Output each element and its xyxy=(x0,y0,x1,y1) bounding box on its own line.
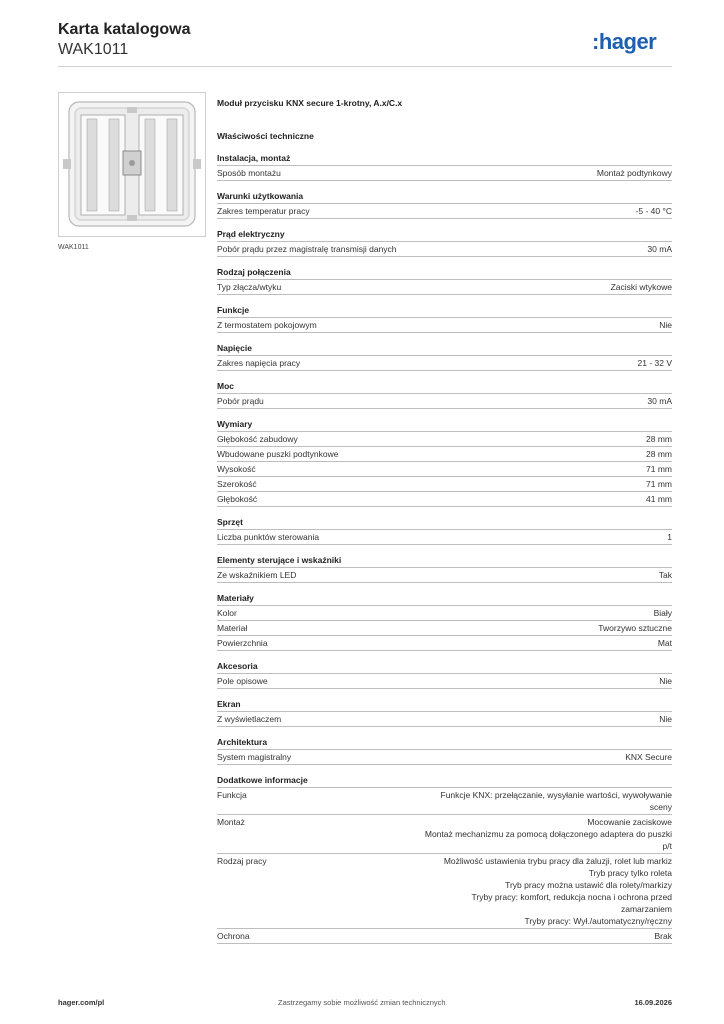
spec-label: Ochrona xyxy=(217,931,250,941)
spec-row xyxy=(217,462,672,477)
spec-label: Ze wskaźnikiem LED xyxy=(217,570,297,580)
section-title: Wymiary xyxy=(217,418,672,432)
spec-label: Pobór prądu xyxy=(217,396,264,406)
spec-row xyxy=(217,394,672,409)
spec-label: Powierzchnia xyxy=(217,638,268,648)
spec-section xyxy=(217,266,672,295)
spec-section xyxy=(217,342,672,371)
page-title: Karta katalogowa xyxy=(58,21,191,38)
spec-value: Tworzywo sztuczne xyxy=(598,623,672,633)
spec-row xyxy=(217,712,672,727)
spec-row xyxy=(217,530,672,545)
hager-logo xyxy=(592,28,672,56)
spec-value: 30 mA xyxy=(647,396,672,406)
image-caption: WAK1011 xyxy=(58,244,89,251)
spec-row xyxy=(217,815,672,854)
spec-label: Wysokość xyxy=(217,464,256,474)
spec-label: Głębokość zabudowy xyxy=(217,434,298,444)
spec-label: Liczba punktów sterowania xyxy=(217,532,320,542)
spec-section xyxy=(217,774,672,944)
spec-label: Pobór prądu przez magistralę transmisji danych xyxy=(217,244,397,254)
spec-value: Zaciski wtykowe xyxy=(610,282,672,292)
spec-value: Nie xyxy=(659,714,672,724)
spec-label: Szerokość xyxy=(217,479,257,489)
spec-content xyxy=(217,96,672,944)
section-title: Architektura xyxy=(217,736,672,750)
spec-label: Z termostatem pokojowym xyxy=(217,320,317,330)
spec-value: Możliwość ustawienia trybu pracy dla żaluzji, rolet lub markiz Tryb pracy tylko roleta Tryb pracy można ustawić dla rolety/markizy Tryby pracy: komfort, redukcja nocna i ochrona przed zamarzaniem Tryby pracy: Wył./automatyczny/ręczny xyxy=(443,856,672,926)
footer-website[interactable]: hager.com/pl xyxy=(58,998,105,1007)
spec-section xyxy=(217,592,672,651)
spec-row xyxy=(217,432,672,447)
spec-value: Nie xyxy=(659,676,672,686)
spec-value: 28 mm xyxy=(646,449,672,459)
section-title: Prąd elektryczny xyxy=(217,228,672,242)
header-divider xyxy=(58,66,672,67)
section-title: Warunki użytkowania xyxy=(217,190,672,204)
spec-value: KNX Secure xyxy=(625,752,672,762)
spec-section xyxy=(217,418,672,507)
tech-properties-heading: Właściwości techniczne xyxy=(217,131,314,141)
spec-section xyxy=(217,736,672,765)
footer-disclaimer: Zastrzegamy sobie możliwość zmian technicznych xyxy=(278,998,446,1007)
spec-label: Z wyświetlaczem xyxy=(217,714,282,724)
section-title: Materiały xyxy=(217,592,672,606)
spec-section xyxy=(217,380,672,409)
knx-module-illustration xyxy=(59,93,205,236)
section-title: Napięcie xyxy=(217,342,672,356)
spec-row xyxy=(217,568,672,583)
spec-label: Wbudowane puszki podtynkowe xyxy=(217,449,339,459)
spec-value: Mat xyxy=(657,638,672,648)
section-title: Elementy sterujące i wskaźniki xyxy=(217,554,672,568)
spec-row xyxy=(217,674,672,689)
spec-section xyxy=(217,304,672,333)
spec-value: 71 mm xyxy=(646,479,672,489)
spec-value: Funkcje KNX: przełączanie, wysyłanie wartości, wywoływanie sceny xyxy=(440,790,672,812)
spec-value: Biały xyxy=(653,608,672,618)
spec-row xyxy=(217,854,672,929)
spec-section xyxy=(217,516,672,545)
spec-section xyxy=(217,228,672,257)
spec-label: Pole opisowe xyxy=(217,676,268,686)
spec-label: Zakres napięcia pracy xyxy=(217,358,301,368)
spec-row xyxy=(217,636,672,651)
product-image xyxy=(58,92,206,237)
spec-row xyxy=(217,166,672,181)
spec-row xyxy=(217,204,672,219)
section-title: Funkcje xyxy=(217,304,672,318)
spec-label: Materiał xyxy=(217,623,248,633)
section-title: Rodzaj połączenia xyxy=(217,266,672,280)
spec-value: 71 mm xyxy=(646,464,672,474)
spec-row xyxy=(217,447,672,462)
spec-label: Funkcja xyxy=(217,790,247,800)
spec-section xyxy=(217,660,672,689)
spec-row xyxy=(217,750,672,765)
spec-row xyxy=(217,356,672,371)
spec-row xyxy=(217,788,672,815)
section-title: Sprzęt xyxy=(217,516,672,530)
spec-row xyxy=(217,242,672,257)
svg-text::hager: :hager xyxy=(592,29,657,54)
spec-row xyxy=(217,318,672,333)
spec-section xyxy=(217,554,672,583)
spec-row xyxy=(217,477,672,492)
spec-label: Głębokość xyxy=(217,494,258,504)
footer-date: 16.09.2026 xyxy=(634,998,672,1007)
spec-row xyxy=(217,280,672,295)
spec-value: Tak xyxy=(658,570,672,580)
product-name: Moduł przycisku KNX secure 1-krotny, A.x/C.x xyxy=(217,98,403,108)
spec-value: Nie xyxy=(659,320,672,330)
spec-sections xyxy=(217,152,672,944)
spec-label: System magistralny xyxy=(217,752,292,762)
spec-label: Rodzaj pracy xyxy=(217,856,267,866)
section-title: Moc xyxy=(217,380,672,394)
spec-value: -5 - 40 °C xyxy=(635,206,672,216)
spec-label: Kolor xyxy=(217,608,237,618)
spec-row xyxy=(217,606,672,621)
spec-row xyxy=(217,492,672,507)
document-header xyxy=(58,20,190,60)
spec-label: Sposób montażu xyxy=(217,168,281,178)
spec-value: 21 - 32 V xyxy=(637,358,672,368)
spec-value: 41 mm xyxy=(646,494,672,504)
spec-value: Brak xyxy=(654,931,672,941)
spec-section xyxy=(217,152,672,181)
section-title: Dodatkowe informacje xyxy=(217,774,672,788)
section-title: Akcesoria xyxy=(217,660,672,674)
section-title: Ekran xyxy=(217,698,672,712)
spec-row xyxy=(217,929,672,944)
spec-label: Zakres temperatur pracy xyxy=(217,206,310,216)
spec-value: Montaż podtynkowy xyxy=(596,168,672,178)
spec-value: 28 mm xyxy=(646,434,672,444)
spec-section xyxy=(217,190,672,219)
spec-value: Mocowanie zaciskowe Montaż mechanizmu za pomocą dołączonego adaptera do puszki p/t xyxy=(424,817,672,851)
spec-row xyxy=(217,621,672,636)
product-code: WAK1011 xyxy=(58,41,129,58)
spec-value: 30 mA xyxy=(647,244,672,254)
spec-section xyxy=(217,698,672,727)
section-title: Instalacja, montaż xyxy=(217,152,672,166)
spec-value: 1 xyxy=(667,532,672,542)
spec-label: Typ złącza/wtyku xyxy=(217,282,282,292)
spec-label: Montaż xyxy=(217,817,245,827)
